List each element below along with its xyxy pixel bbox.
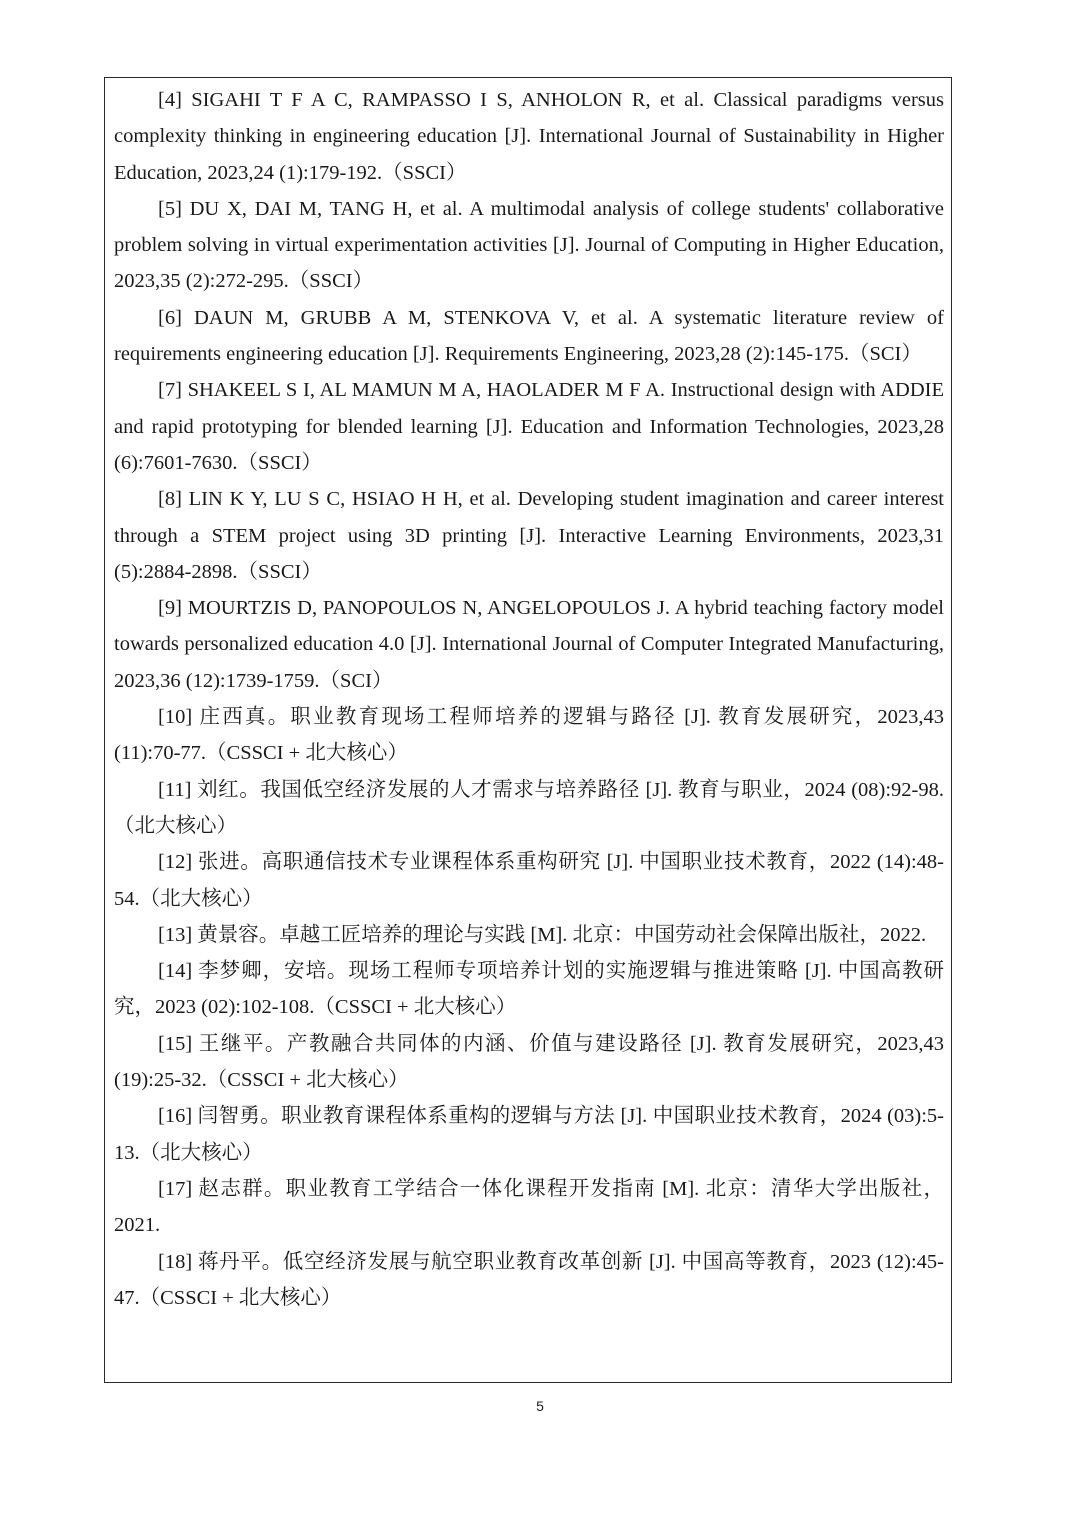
- reference-item-10: [10] 庄西真。职业教育现场工程师培养的逻辑与路径 [J]. 教育发展研究，2023,43 (11):70-77.（CSSCI + 北大核心）: [114, 706, 944, 765]
- reference-item-9: [9] MOURTZIS D, PANOPOULOS N, ANGELOPOULOS J. A hybrid teaching factory model towards personalized education 4.0 [J]. International Journal of Computer Integrated Manufacturing, 2023,36 (12):1739-1759.（SCI）: [114, 597, 944, 692]
- reference-item-5: [5] DU X, DAI M, TANG H, et al. A multimodal analysis of college students' collaborative problem solving in virtual experimentation activities [J]. Journal of Computing in Higher Education, 2023,35 (2):272-295.（SSCI）: [114, 197, 944, 293]
- reference-item-6: [6] DAUN M, GRUBB A M, STENKOVA V, et al. A systematic literature review of requirements engineering education [J]. Requirements Engineering, 2023,28 (2):145-175.（SCI）: [114, 306, 944, 366]
- reference-item-15: [15] 王继平。产教融合共同体的内涵、价值与建设路径 [J]. 教育发展研究，2023,43 (19):25-32.（CSSCI + 北大核心）: [114, 1032, 944, 1092]
- reference-item-13: [13] 黄景容。卓越工匠培养的理论与实践 [M]. 北京：中国劳动社会保障出版社，2022.: [158, 923, 927, 946]
- reference-item-4: [4] SIGAHI T F A C, RAMPASSO I S, ANHOLON R, et al. Classical paradigms versus complexity thinking in engineering education [J]. International Journal of Sustainability in Higher Education, 2023,24 (1):179-192.（SSCI）: [114, 89, 944, 184]
- reference-item-18: [18] 蒋丹平。低空经济发展与航空职业教育改革创新 [J]. 中国高等教育，2023 (12):45-47.（CSSCI + 北大核心）: [114, 1250, 944, 1309]
- reference-item-11: [11] 刘红。我国低空经济发展的人才需求与培养路径 [J]. 教育与职业，2024 (08):92-98.（北大核心）: [114, 778, 944, 837]
- reference-item-14: [14] 李梦卿，安培。现场工程师专项培养计划的实施逻辑与推进策略 [J]. 中国高教研究，2023 (02):102-108.（CSSCI + 北大核心）: [114, 960, 944, 1019]
- reference-item-8: [8] LIN K Y, LU S C, HSIAO H H, et al. Developing student imagination and career interest through a STEM project using 3D printing [J]. Interactive Learning Environments, 2023,31 (5):2884-2898.（SSCI）: [114, 488, 944, 583]
- reference-item-16: [16] 闫智勇。职业教育课程体系重构的逻辑与方法 [J]. 中国职业技术教育，2024 (03):5-13.（北大核心）: [114, 1105, 944, 1164]
- reference-item-17: [17] 赵志群。职业教育工学结合一体化课程开发指南 [M]. 北京：清华大学出版社，2021.: [114, 1177, 944, 1237]
- reference-item-7: [7] SHAKEEL S I, AL MAMUN M A, HAOLADER M F A. Instructional design with ADDIE and rapid prototyping for blended learning [J]. Education and Information Technologies, 2023,28 (6):7601-7630.（SSCI）: [114, 379, 944, 474]
- page-number: 5: [536, 1398, 544, 1414]
- reference-item-12: [12] 张进。高职通信技术专业课程体系重构研究 [J]. 中国职业技术教育，2022 (14):48-54.（北大核心）: [114, 851, 944, 910]
- reference-list: [114, 82, 944, 1316]
